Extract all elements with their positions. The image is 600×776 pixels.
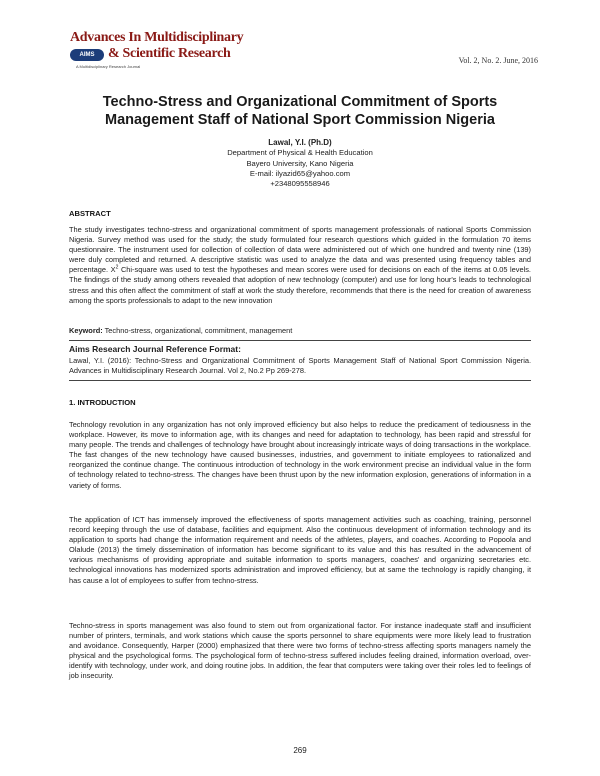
section-divider-top (69, 340, 531, 341)
intro-paragraph-1: Technology revolution in any organization has not only improved efficiency but also helps to reduce the predicament of tediousness in the workplace. However, its move to information age, with its changes and need for adaptation to technology, has been rapid and stressful for many people. The trends and challenges of technology have brought about increasingly intricate ways of doing transactions in the workplace. The fast changes of the new technology have caused businesses, industries, and government to initiate employees to rationalized and reorganized the continue change. The continuous introduction of technology in the work environment precise an individual value in the form of technology related to techno-stress. The changes have been thrust upon by the new information explosion, generations of information in a variety of forms. (69, 420, 531, 490)
volume-info: Vol. 2, No. 2. June, 2016 (458, 56, 538, 65)
abstract-text (69, 225, 531, 306)
author-email: E-mail: ilyazid65@yahoo.com (249, 168, 351, 178)
reference-format-text: Lawal, Y.I. (2016): Techno-Stress and Organizational Commitment of Sports Management Staff of National Sport Commission Nigeria. Advances in Multidisciplinary Research Journal. Vol 2, No.2 Pp 269-278. (69, 356, 531, 376)
intro-paragraph-2: The application of ICT has immensely improved the effectiveness of sports management activities such as coaching, training, personnel record keeping through the use of database, facilities and equipment. Also the continuous development of information technology and its application to sports had change the information requirement and needs of the athletes, players, and coaches. According to Popoola and Olalude (2013) the timely dissemination of information has become significant to its value and this has resulted in the advancement of various mechanisms of providing appropriate and suitable information to sports managers, coaches' and organizing secretaries etc. technological innovations has modernized sports administration and improved efficiency, but at same the technology is rapidly changing, it has cause a lot of employees to suffer from techno-stress. (69, 515, 531, 585)
author-phone: +2348095558946 (270, 179, 330, 189)
page-number: 269 (293, 746, 307, 755)
abstract-text-part1: The study investigates techno-stress and organizational commitment of sports management professionals of national Sports Commission Nigeria. Survey method was used for the study; the study formulated four research questions which guided in the formulation 70 items questionnaire. The instrument used for collection of collection of data were administered out of which one hundred and twenty nine (139) were duly completed and returned. A descriptive statistic was used to analyze the data and was presented using frequency tables and percentage. X (69, 225, 531, 275)
reference-format-heading: Aims Research Journal Reference Format: (69, 344, 241, 354)
aims-badge-icon: AIMS (70, 49, 104, 61)
journal-logo (66, 30, 244, 78)
abstract-heading: ABSTRACT (69, 209, 111, 218)
abstract-text-part2: Chi-square was used to test the hypotheses and mean scores were used for decisions on each of the items at 0.05 levels. The findings of the study among others revealed that adoption of new technology (computer) and use for long hour's leads to technological stress and this often affect the commitment of staff at work the study therefore, recommends that there is the need for creation of awareness among the sports professionals to adapt to the new innovation (69, 265, 531, 305)
journal-name-line1: Advances In Multidisciplinary (70, 30, 244, 45)
author-name: Lawal, Y.I. (Ph.D) (268, 138, 332, 147)
keywords-label: Keyword: (69, 326, 103, 335)
chi-square-superscript: 2 (115, 264, 119, 271)
paper-title: Techno-Stress and Organizational Commitment of Sports Management Staff of National Sport Commission Nigeria (102, 94, 498, 128)
author-block (60, 138, 540, 189)
author-university: Bayero University, Kano Nigeria (246, 158, 354, 168)
keywords-text: Techno-stress, organizational, commitment, management (102, 326, 293, 335)
intro-paragraph-3: Techno-stress in sports management was also found to stem out from organizational factor. For instance inadequate staff and insufficient number of printers, terminals, and work stations which cause the sports personnel to share equipments were more likely lead to frustration and avoidance. Consequently, Harper (2000) emphasized that there were two forms of techno-stress affecting sports managers namely the physical and the psychological forms. The psychological form of techno-stress suffered includes feeling drained, information overload, over-identify with technology, under work, and doing routine jobs. In addition, the fear that computers were taking over their roles led to feelings of job insecurity. (69, 621, 531, 681)
keywords-line (69, 326, 292, 335)
introduction-heading: 1. INTRODUCTION (69, 398, 136, 407)
journal-name-line2: & Scientific Research (108, 46, 231, 61)
journal-tagline: A Multidisciplinary Research Journal (76, 64, 141, 69)
author-department: Department of Physical & Health Education (227, 148, 373, 158)
section-divider-bottom (69, 380, 531, 381)
